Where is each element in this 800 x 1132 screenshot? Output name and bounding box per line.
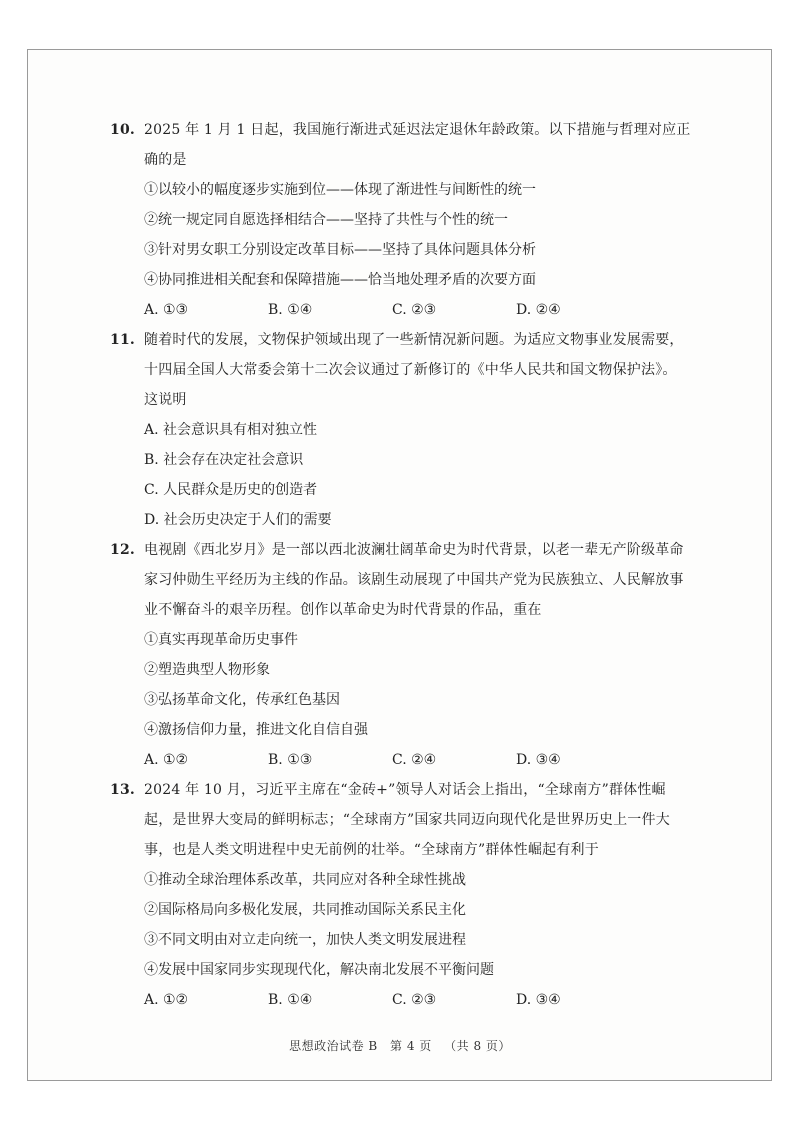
- statement-1: ①推动全球治理体系改革，共同应对各种全球性挑战: [144, 872, 466, 888]
- statement-3: ③针对男女职工分别设定改革目标——坚持了具体问题具体分析: [144, 242, 536, 258]
- question-stem-line: 2024 年 10 月，习近平主席在“金砖+”领导人对话会上指出，“全球南方”群体性崛: [144, 782, 666, 798]
- question-11: [110, 325, 700, 535]
- statement-2: ②国际格局向多极化发展，共同推动国际关系民主化: [144, 902, 466, 918]
- statement-1: ①真实再现革命历史事件: [144, 632, 298, 648]
- exam-content: [110, 115, 700, 1015]
- answer-choices: [110, 745, 700, 775]
- question-stem-line: 十四届全国人大常委会第十二次会议通过了新修订的《中华人民共和国文物保护法》。: [144, 362, 677, 378]
- question-stem-line: 电视剧《西北岁月》是一部以西北波澜壮阔革命史为时代背景，以老一辈无产阶级革命: [144, 542, 684, 558]
- choice-b: B. ①④: [268, 992, 313, 1008]
- choice-c: C. ②③: [392, 992, 437, 1008]
- answer-choices: [110, 985, 700, 1015]
- question-number: 13.: [110, 782, 135, 798]
- choice-d: D. ②④: [516, 302, 561, 318]
- statement-4: ④发展中国家同步实现现代化，解决南北发展不平衡问题: [144, 962, 494, 978]
- question-10: [110, 115, 700, 325]
- answer-choices: [110, 295, 700, 325]
- question-13: [110, 775, 700, 1015]
- question-stem-line: 2025 年 1 月 1 日起，我国施行渐进式延迟法定退休年龄政策。以下措施与哲理对应正: [144, 122, 691, 138]
- statement-2: ②统一规定同自愿选择相结合——坚持了共性与个性的统一: [144, 212, 508, 228]
- question-stem-line: 事，也是人类文明进程中史无前例的壮举。“全球南方”群体性崛起有利于: [144, 842, 599, 858]
- choice-b: B. ①④: [268, 302, 313, 318]
- footer-page-total: （共 8 页）: [444, 1039, 511, 1053]
- statement-3: ③弘扬革命文化，传承红色基因: [144, 692, 340, 708]
- choice-d: D. ③④: [516, 752, 561, 768]
- choice-a: A. ①②: [144, 752, 189, 768]
- choice-c: C. ②③: [392, 302, 437, 318]
- statement-3: ③不同文明由对立走向统一，加快人类文明发展进程: [144, 932, 466, 948]
- choice-b: B. ①③: [268, 752, 313, 768]
- question-stem-line: 随着时代的发展，文物保护领域出现了一些新情况新问题。为适应文物事业发展需要，: [144, 332, 684, 348]
- choice-c: C. 人民群众是历史的创造者: [144, 482, 318, 498]
- choice-d: D. ③④: [516, 992, 561, 1008]
- question-stem-line: 起，是世界大变局的鲜明标志；“全球南方”国家共同迈向现代化是世界历史上一件大: [144, 812, 670, 828]
- choice-d: D. 社会历史决定于人们的需要: [144, 512, 332, 528]
- choice-a: A. ①②: [144, 992, 189, 1008]
- page-footer: [0, 1037, 800, 1054]
- question-stem-line: 业不懈奋斗的艰辛历程。创作以革命史为时代背景的作品，重在: [144, 602, 542, 618]
- statement-2: ②塑造典型人物形象: [144, 662, 270, 678]
- question-12: [110, 535, 700, 775]
- choice-a: A. ①③: [144, 302, 189, 318]
- choice-a: A. 社会意识具有相对独立性: [144, 422, 318, 438]
- question-stem-line: 确的是: [144, 152, 187, 168]
- question-number: 10.: [110, 122, 135, 138]
- statement-1: ①以较小的幅度逐步实施到位——体现了渐进性与间断性的统一: [144, 182, 536, 198]
- question-stem-line: 这说明: [144, 392, 187, 408]
- statement-4: ④激扬信仰力量，推进文化自信自强: [144, 722, 368, 738]
- choice-b: B. 社会存在决定社会意识: [144, 452, 304, 468]
- statement-4: ④协同推进相关配套和保障措施——恰当地处理矛盾的次要方面: [144, 272, 536, 288]
- footer-subject: 思想政治试卷 B: [289, 1039, 378, 1053]
- footer-page-number: 第 4 页: [390, 1039, 432, 1053]
- question-stem-line: 家习仲勋生平经历为主线的作品。该剧生动展现了中国共产党为民族独立、人民解放事: [144, 572, 684, 588]
- question-number: 11.: [110, 332, 135, 348]
- question-number: 12.: [110, 542, 135, 558]
- choice-c: C. ②④: [392, 752, 437, 768]
